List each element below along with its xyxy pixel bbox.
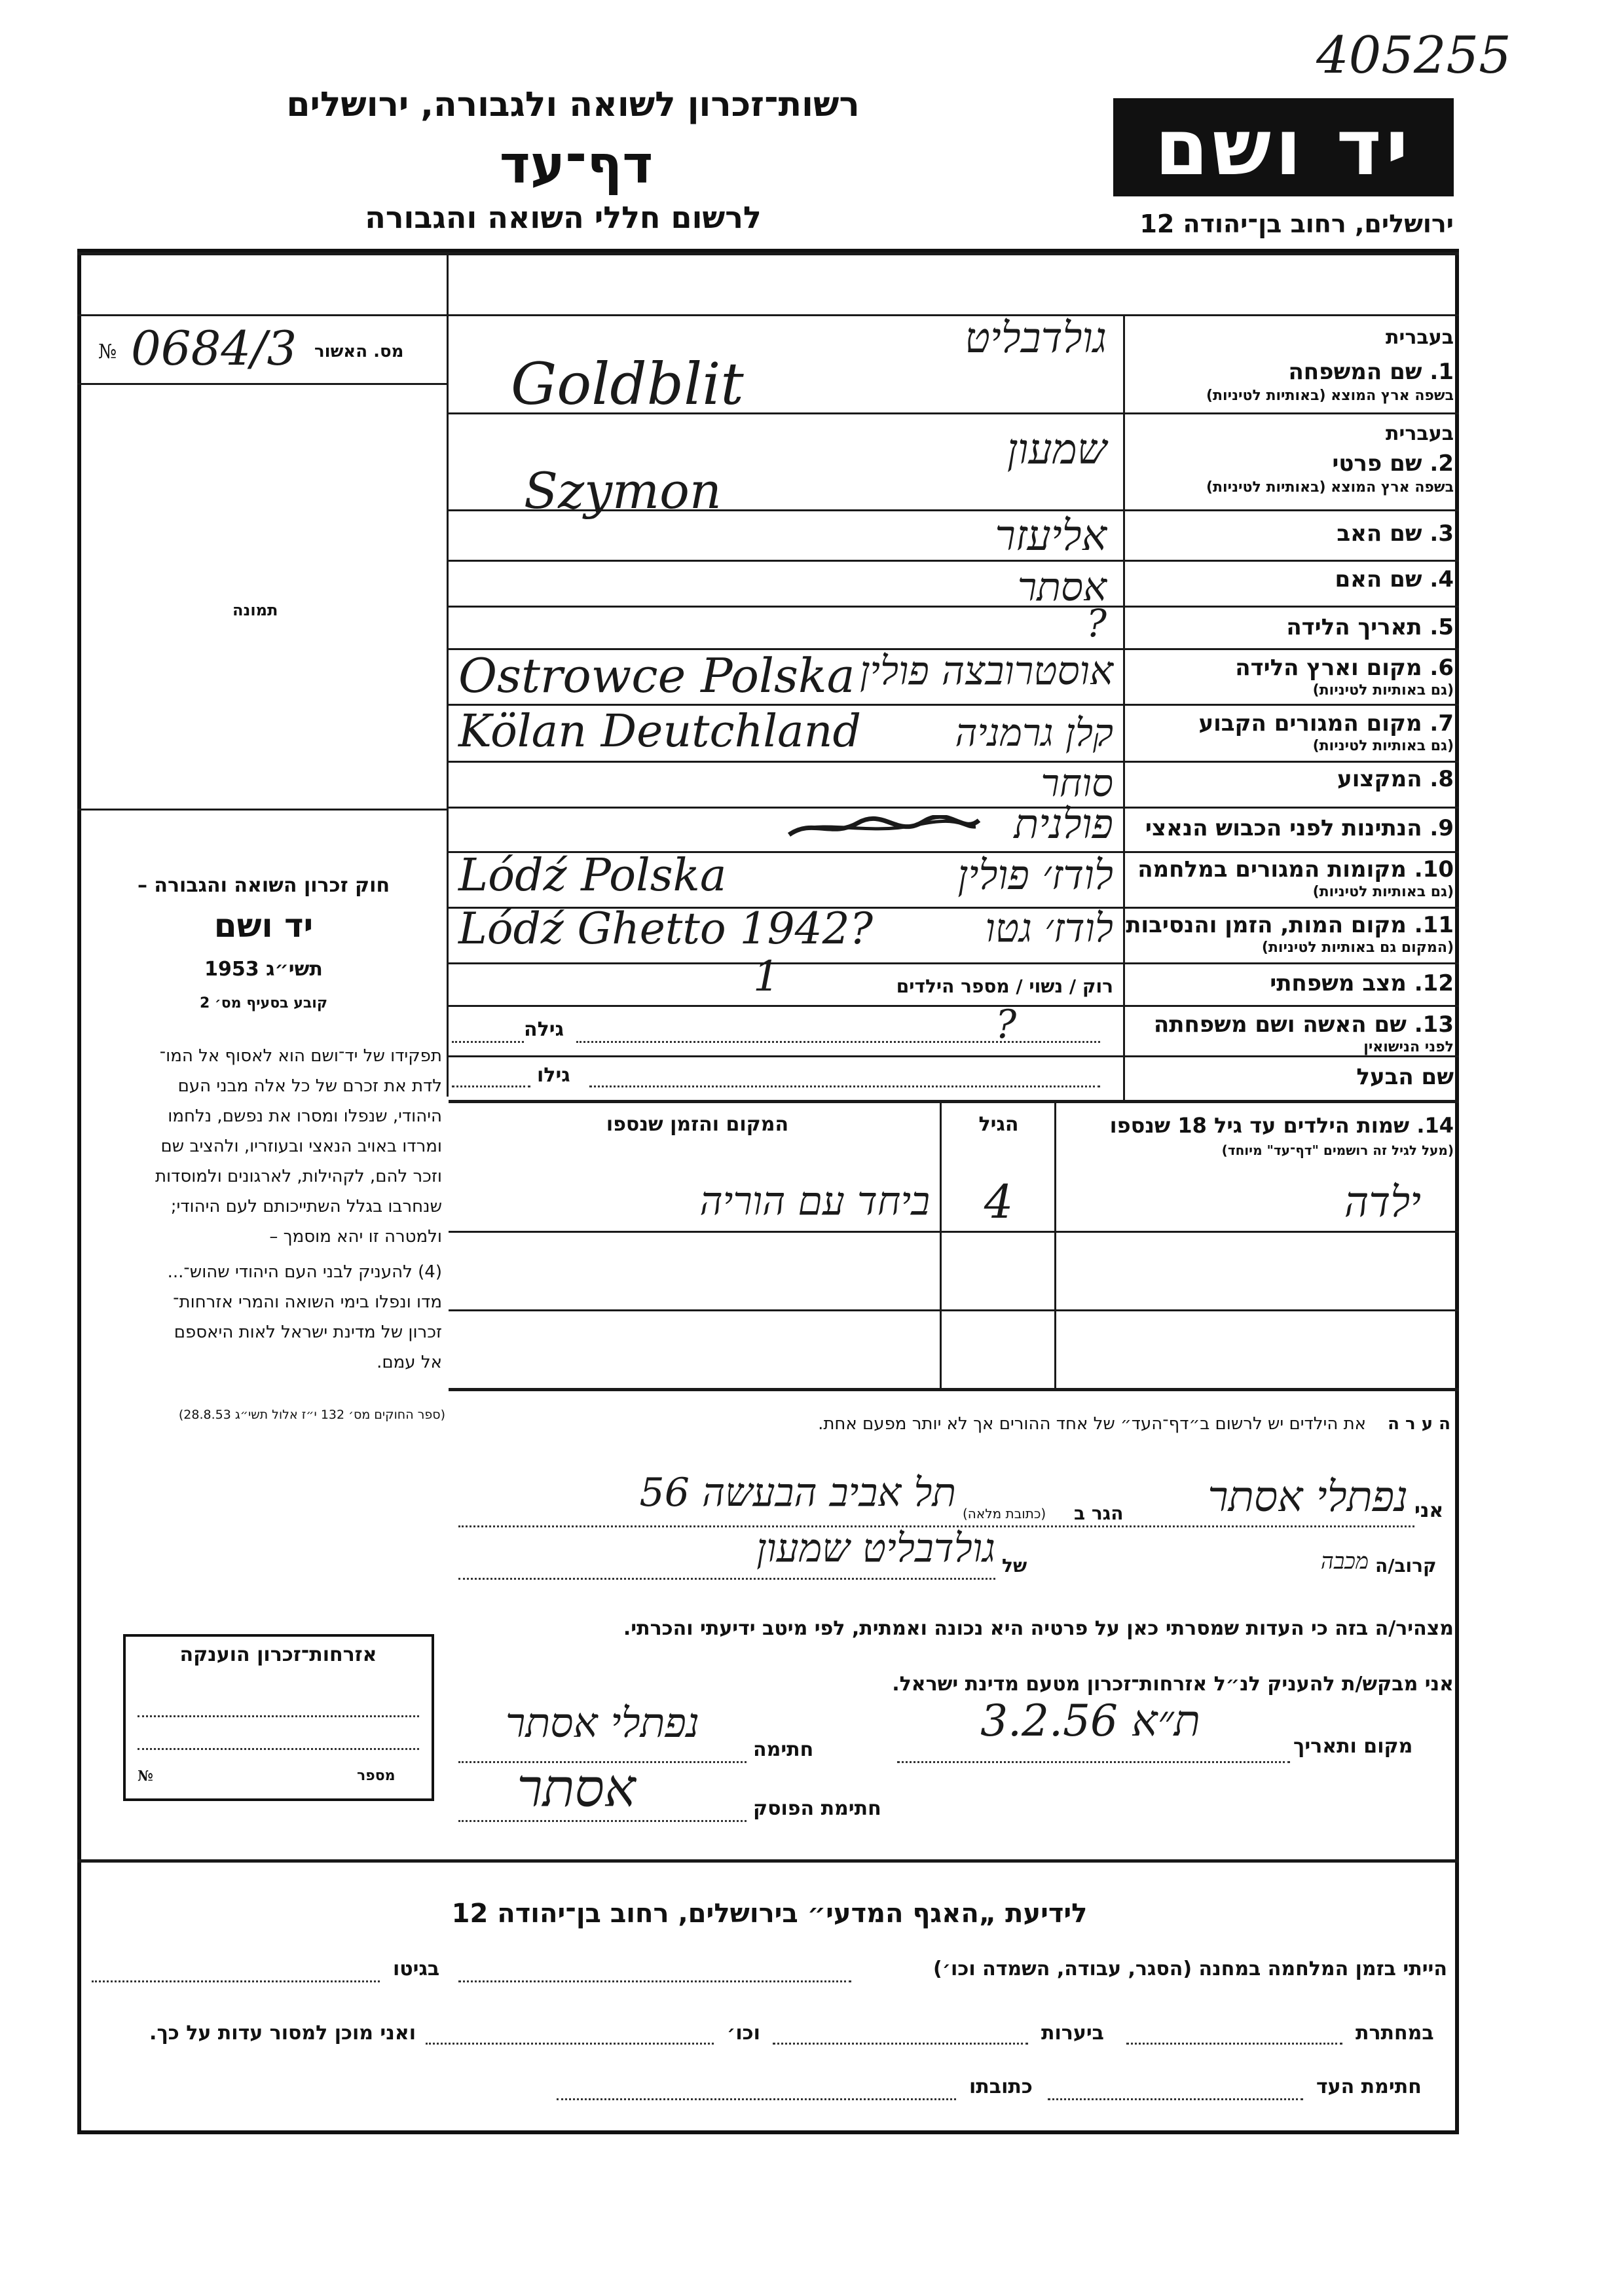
field-4-text: שם האם	[1335, 566, 1422, 592]
footer-line1-ghetto: בגיטו	[393, 1958, 440, 1980]
field-1-label	[1130, 359, 1454, 385]
approval-number: 0684/3	[131, 321, 297, 376]
field-12-label	[1130, 970, 1454, 996]
field-11-num: 11.	[1414, 912, 1454, 938]
field-12-num: 12.	[1414, 970, 1454, 996]
wife-name-value: ?	[995, 1002, 1017, 1048]
field-8-num: 8.	[1430, 766, 1454, 792]
law-p2-line: אל עמם.	[377, 1353, 442, 1372]
field-3-num: 3.	[1430, 520, 1454, 547]
signature-value: נפתלי אסתר	[505, 1699, 700, 1747]
field-4-label	[1130, 566, 1454, 592]
law-p1-line: ולמטרה זו יהא מוסמך –	[269, 1227, 442, 1247]
field-6-text: מקום וארץ הלידה	[1235, 655, 1422, 681]
citizenship-number-label: מספר	[357, 1768, 396, 1784]
law-p1-line: תפקידו של יד־ושם הוא לאסוף אל המו־	[159, 1046, 442, 1066]
field-6-num: 6.	[1430, 655, 1454, 681]
declarant-name: נפתלי אסתר	[1208, 1473, 1408, 1522]
officer-signature-label: חתימת הפוסק	[753, 1797, 881, 1820]
field-7-num: 7.	[1430, 710, 1454, 737]
field-4-num: 4.	[1430, 566, 1454, 592]
field-13-text: שם האשה ושם משפחתה	[1153, 1011, 1407, 1038]
husband-age-label: גילו	[537, 1064, 570, 1087]
field-11-sub: (המקום גם באותיות לטיניות)	[1261, 939, 1454, 956]
field-2-num: 2.	[1430, 450, 1454, 477]
officer-signature: אסתר	[517, 1758, 636, 1819]
field-3-label	[1130, 520, 1454, 547]
law-p1-line: היהודי, שנפלו ומסרו את נפשם, נלחמו	[168, 1106, 442, 1126]
of-label: של	[1002, 1555, 1027, 1576]
field-1-hebrew: גולדבליט	[965, 314, 1107, 363]
field-10-num: 10.	[1414, 856, 1454, 883]
footer-willing: ואני מוכן למסור עדות על כך.	[149, 2022, 416, 2045]
field-9-num: 9.	[1430, 815, 1454, 841]
field-8-label	[1130, 766, 1454, 792]
law-p1-line: שנחרבו בגלל השתייכותם לעם היהודי;	[170, 1197, 442, 1216]
of-name: גולדבליט שמעון	[756, 1525, 995, 1571]
wife-age-label: גילה	[524, 1018, 564, 1041]
field-10-sub: (גם באותיות לטיניות)	[1312, 884, 1454, 900]
law-p2-line: זכרון של מדינת ישראל לאות היאספם	[174, 1322, 442, 1342]
law-p2-line: מדו ונפלו בימי השואה והמרי אזרחות־	[173, 1292, 442, 1312]
field-11-latin: Lódź Ghetto 1942?	[458, 903, 873, 954]
field-9-label	[1130, 815, 1454, 841]
field-11-hebrew: לודז׳ גטו	[985, 905, 1113, 951]
declarant-ani: אני	[1414, 1499, 1444, 1522]
field-10-hebrew: לודז׳ פולין	[957, 851, 1113, 899]
field-3-hebrew: אליעזר	[995, 512, 1107, 560]
children-title	[1061, 1113, 1454, 1138]
field-10-latin: Lódź Polska	[458, 850, 727, 902]
family-status-options: רוק / נשוי / מספר הילדים	[896, 975, 1113, 997]
col-place-header: המקום והזמן שנספו	[606, 1113, 789, 1136]
statement: מצהיר/ה בזה כי העדות שמסרתי כאן על פרטיה היא נכונה ואמתית, לפי מיטב ידיעתי והכרתי.	[623, 1617, 1454, 1640]
husband-name-label: שם הבעל	[1356, 1064, 1454, 1090]
field-6-label	[1130, 655, 1454, 681]
law-p1-line: ומרדו באויב הנאצי ובעוזריו, ולהציב שם	[160, 1137, 442, 1156]
field-7-hebrew: קלן גרמניה	[955, 710, 1113, 755]
page-title: דף־עד	[499, 134, 654, 195]
children-subtitle: (מעל לגיל זה רושמים "דף־עד" מיוחד)	[1221, 1142, 1454, 1158]
field-11-label	[1126, 912, 1454, 938]
field-7-label	[1130, 710, 1454, 737]
field-2-text: שם פרטי	[1332, 450, 1422, 477]
child-place: ביחד עם הוריה	[699, 1178, 930, 1224]
law-paragraph-1	[88, 1041, 442, 1252]
note-line	[455, 1414, 1450, 1434]
footer-line1-camp: הייתי בזמן המלחמה במחנה (הסגר, עבודה, השמדה וכו׳)	[933, 1958, 1447, 1980]
field-8-hebrew: סוחר	[1041, 761, 1113, 805]
field-2-sub: בשפה ארץ המוצא (באותיות לטיניות)	[1206, 479, 1454, 496]
field-1-latin: Goldblit	[511, 350, 744, 418]
field-2-latin: Szymon	[524, 462, 722, 520]
place-date-value: ת״א 3.2.56	[980, 1696, 1200, 1746]
field-2-lang: בעברית	[1386, 422, 1454, 445]
field-7-latin: Kölan Deutchland	[458, 706, 861, 757]
law-name: יד ושם	[213, 907, 314, 945]
field-7-text: מקום המגורים הקבוע	[1198, 710, 1422, 737]
address-hint: (כתובת מלאה)	[963, 1506, 1046, 1522]
child-name: ילדה	[1344, 1178, 1421, 1227]
field-4-hebrew: אסתר	[1017, 564, 1107, 610]
request: אני מבקש/ת להעניק לנ״ל אזרחות־זכרון מטעם מדינת ישראל.	[892, 1673, 1454, 1696]
field-6-latin: Ostrowce Polska	[458, 648, 855, 703]
law-clause: קובע בסעיף מס׳ 2	[199, 995, 328, 1011]
field-5-text: תאריך הלידה	[1286, 614, 1422, 640]
field-13-label	[1130, 1011, 1454, 1038]
footer-etc: וכו׳	[727, 2022, 760, 2045]
field-5-hebrew: ?	[1086, 601, 1107, 646]
field-9-text: הנתינות לפני הכבוש הנאצי	[1145, 815, 1422, 841]
resident-label: הגר ב	[1074, 1503, 1124, 1524]
authority-line: רשות־זכרון לשואה ולגבורה, ירושלים	[286, 85, 860, 124]
children-title-text: שמות הילדים עד גיל 18 שנספו	[1109, 1113, 1410, 1138]
field-9-hebrew: פולנית	[1014, 800, 1113, 848]
footer-title: לידיעת „האגף המדעי״ בירושלים, רחוב בן־יהודה 12	[451, 1899, 1088, 1929]
field-6-hebrew: אוסטרובצה פולין	[859, 648, 1113, 694]
field-12-text: מצב משפחתי	[1270, 970, 1407, 996]
law-p1-line: לדת את זכרם של כל אלה מבני העם	[177, 1076, 442, 1096]
number-sign: №	[98, 340, 117, 363]
approval-label: מס. האשור	[314, 342, 404, 361]
note-label: ה ע ר ה	[1388, 1414, 1450, 1434]
law-year: תשי״ג 1953	[204, 958, 323, 981]
field-11-text: מקום המות, הזמן והנסיבות	[1126, 912, 1407, 938]
field-13-num: 13.	[1414, 1011, 1454, 1038]
relation-value: מכבה	[1320, 1548, 1369, 1575]
field-2-label	[1130, 450, 1454, 477]
field-1-lang: בעברית	[1386, 326, 1454, 349]
law-paragraph-2	[88, 1257, 442, 1377]
footer-underground: במחתרת	[1356, 2022, 1434, 2045]
citizenship-number-sign: №	[138, 1768, 153, 1785]
scribble-icon	[786, 815, 982, 841]
children-num: 14.	[1416, 1113, 1454, 1138]
photo-label: תמונה	[232, 601, 278, 619]
child-age: 4	[984, 1175, 1014, 1229]
note-text: את הילדים יש לרשום ב״דף־העד״ של אחד ההורים אך לא יותר מפעם אחת.	[818, 1414, 1367, 1434]
law-title: חוק זכרון השואה והגבורה –	[137, 874, 390, 897]
field-6-sub: (גם באותיות לטיניות)	[1312, 682, 1454, 699]
relation-label: קרוב/ה	[1375, 1555, 1437, 1576]
field-1-text: שם המשפחה	[1288, 359, 1422, 385]
strike-through-mark	[786, 815, 982, 841]
field-10-label	[1130, 856, 1454, 883]
law-p2-line: (4) להעניק לבני העם היהודי שהוש־...	[167, 1262, 442, 1282]
field-2-hebrew: שמעון	[1006, 426, 1107, 474]
citizenship-title: אזרחות־זכרון הוענקה	[179, 1643, 377, 1666]
field-5-label	[1130, 614, 1454, 640]
address: ירושלים, רחוב בן־יהודה 12	[1139, 210, 1454, 238]
law-citation: (ספר החוקים מס׳ 132 י״ז אלול תשי״ג 28.8.53)	[178, 1408, 445, 1422]
field-13-sub: לפני הנישואין	[1363, 1039, 1454, 1055]
place-date-label: מקום ותאריך	[1293, 1735, 1413, 1758]
field-1-sub: בשפה ארץ המוצא (באותיות לטיניות)	[1206, 388, 1454, 404]
page-subtitle: לרשום חללי השואה והגבורה	[365, 200, 762, 235]
yad-vashem-logo	[1113, 98, 1454, 196]
footer-address-label: כתובתו	[969, 2075, 1033, 2098]
footer-witness-signature: חתימת העד	[1316, 2075, 1422, 2098]
field-3-text: שם האב	[1337, 520, 1422, 547]
field-10-text: מקומות המגורים במלחמה	[1137, 856, 1407, 883]
signature-label: חתימה	[753, 1738, 814, 1761]
children-count: 1	[753, 953, 780, 1001]
col-age-header: הגיל	[978, 1113, 1019, 1136]
field-1-num: 1.	[1430, 359, 1454, 385]
declarant-address: תל אביב הבעשה 56	[639, 1470, 956, 1516]
field-8-text: המקצוע	[1337, 766, 1422, 792]
field-5-num: 5.	[1430, 614, 1454, 640]
archive-number: 405255	[1316, 26, 1511, 85]
field-7-sub: (גם באותיות לטיניות)	[1312, 738, 1454, 754]
logo-text: יד ושם	[1154, 102, 1412, 192]
law-p1-line: וזכר להם, לקהילות, לארגונים ולמוסדות	[155, 1167, 442, 1186]
footer-forests: ביערות	[1041, 2022, 1104, 2045]
